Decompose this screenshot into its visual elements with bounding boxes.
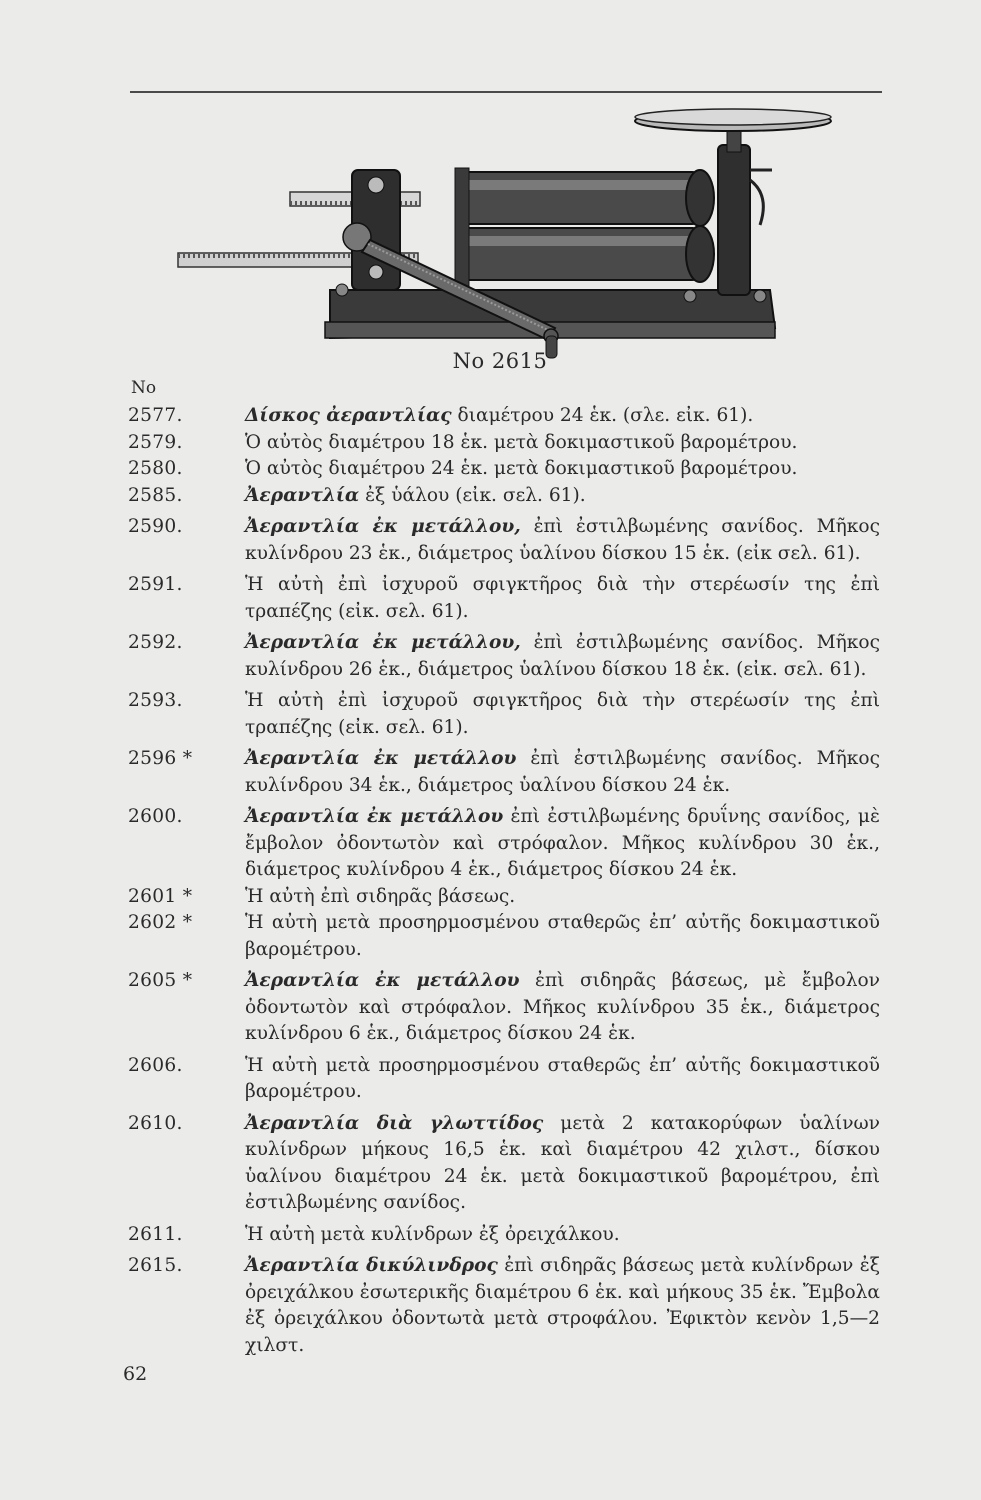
entry-title: Ἀεραντλία ἐκ μετάλλου	[245, 748, 517, 769]
entry-number: 2611.	[128, 1223, 183, 1245]
entry-title: Ἀεραντλία διὰ γλωττίδος	[245, 1112, 544, 1134]
catalog-entry	[128, 1222, 880, 1249]
entry-description: ἐπὶ ἐστιλβωμένης σανίδος. Μῆκος κυλίνδρου 34 ἑκ., διάμετρος ὑαλίνου δίσκου 24 ἑκ.	[245, 748, 880, 796]
catalog-entry	[128, 483, 880, 510]
entry-number: 2580.	[128, 458, 183, 479]
entry-description: ἐπὶ ἐστιλβωμένης σανίδος. Μῆκος κυλίνδρου 26 ἑκ., διάμετρος ὑαλίνου δίσκου 18 ἑκ. (εἰκ. σελ. 61).	[245, 632, 880, 680]
top-rule	[130, 91, 882, 93]
entry-number: 2592.	[128, 632, 183, 653]
entry-text	[245, 884, 880, 911]
catalog-entry	[128, 688, 880, 741]
entry-description: Ἡ αὐτὴ μετὰ κυλίνδρων ἐξ ὀρειχάλκου.	[245, 1223, 620, 1245]
catalog-entry	[128, 456, 880, 483]
entry-number: 2593.	[128, 690, 183, 711]
entry-text	[245, 1053, 880, 1106]
page-number: 62	[123, 1363, 148, 1385]
entry-number: 2596 *	[128, 748, 193, 769]
entry-text	[245, 688, 880, 741]
entry-description: Ἡ αὐτὴ ἐπὶ ἰσχυροῦ σφιγκτῆρος διὰ τὴν στερέωσίν της ἐπὶ τραπέζης (εἰκ. σελ. 61).	[245, 574, 880, 622]
entry-description: διαμέτρου 24 ἑκ. (σλε. εἰκ. 61).	[451, 405, 754, 426]
entry-title: Ἀεραντλία ἐκ μετάλλου,	[245, 632, 521, 653]
entry-number: 2610.	[128, 1112, 183, 1134]
entry-text	[245, 403, 880, 430]
entry-text	[245, 1253, 880, 1359]
number-column-header: No	[131, 378, 157, 398]
entry-text	[245, 630, 880, 683]
entry-number: 2579.	[128, 431, 183, 453]
entry-description: ἐπὶ σιδηρᾶς βάσεως, μὲ ἔμβολον ὀδοντωτὸν καὶ στρόφαλον. Μῆκος κυλίνδρου 35 ἑκ., διάμετρος κυλίνδρου 6 ἑκ., διάμετρος δίσκου 24 ἑκ.	[245, 970, 880, 1044]
entry-number: 2605 *	[128, 970, 193, 991]
entry-description: ἐπὶ σιδηρᾶς βάσεως μετὰ κυλίνδρων ἐξ ὀρειχάλκου ἐσωτερικῆς διαμέτρου 6 ἑκ. καὶ μήκους 35 ἑκ. Ἔμβολα ἐξ ὀρειχάλκου ὀδοντωτὰ μετὰ στροφάλου. Ἐφικτὸν κενὸν 1,5—2 χιλστ.	[245, 1255, 880, 1356]
entry-number: 2601 *	[128, 885, 193, 907]
entry-description: Ὁ αὐτὸς διαμέτρου 24 ἑκ. μετὰ δοκιμαστικοῦ βαρομέτρου.	[245, 458, 798, 479]
entry-description: Ἡ αὐτὴ ἐπὶ ἰσχυροῦ σφιγκτῆρος διὰ τὴν στερέωσίν της ἐπὶ τραπέζης (εἰκ. σελ. 61).	[245, 690, 880, 738]
entry-number: 2577.	[128, 405, 183, 426]
catalog-entry	[128, 884, 880, 911]
entry-number: 2606.	[128, 1054, 183, 1076]
entry-text	[245, 746, 880, 799]
entry-number: 2615.	[128, 1255, 183, 1276]
entry-text	[245, 968, 880, 1048]
double-cylinder-air-pump-engraving	[170, 100, 870, 360]
entry-text	[245, 514, 880, 567]
entry-text	[245, 483, 880, 510]
entry-description: ἐπὶ ἐστιλβωμένης σανίδος. Μῆκος κυλίνδρου 23 ἑκ., διάμετρος ὑαλίνου δίσκου 15 ἑκ. (εἰκ σελ. 61).	[245, 516, 880, 564]
catalog-entry	[128, 572, 880, 625]
entry-description: Ἡ αὐτὴ μετὰ προσηρμοσμένου σταθερῶς ἐπ’ αὐτῆς δοκιμαστικοῦ βαρομέτρου.	[245, 1054, 880, 1102]
catalog-entry	[128, 910, 880, 963]
catalog-entry	[128, 630, 880, 683]
catalog-entry	[128, 804, 880, 884]
entry-number: 2590.	[128, 516, 183, 537]
catalog-entry	[128, 1111, 880, 1217]
entry-number: 2600.	[128, 806, 183, 827]
entry-title: Δίσκος ἀεραντλίας	[245, 405, 452, 426]
catalog-entry	[128, 746, 880, 799]
entry-number: 2585.	[128, 484, 183, 506]
entry-text	[245, 804, 880, 884]
entry-text	[245, 456, 880, 483]
entry-title: Ἀεραντλία	[245, 484, 360, 506]
entry-text	[245, 572, 880, 625]
entry-text	[245, 1222, 880, 1249]
catalog-entry	[128, 1053, 880, 1106]
figure-caption: No 2615	[452, 349, 548, 373]
entry-description: Ἡ αὐτὴ ἐπὶ σιδηρᾶς βάσεως.	[245, 885, 516, 907]
entry-description: ἐξ ὑάλου (εἰκ. σελ. 61).	[359, 484, 586, 506]
catalog-entries	[128, 403, 880, 1359]
catalog-entry	[128, 514, 880, 567]
entry-description: ἐπὶ ἐστιλβωμένης δρυΐνης σανίδος, μὲ ἔμβολον ὀδοντωτὸν καὶ στρόφαλον. Μῆκος κυλίνδρου 30 ἑκ., διάμετρος κυλίνδρου 4 ἑκ., διάμετρος δίσκου 24 ἑκ.	[245, 806, 880, 880]
entry-title: Ἀεραντλία ἐκ μετάλλου	[245, 970, 520, 991]
entry-title: Ἀεραντλία δικύλινδρος	[245, 1255, 498, 1276]
entry-description: Ἡ αὐτὴ μετὰ προσηρμοσμένου σταθερῶς ἐπ’ αὐτῆς δοκιμαστικοῦ βαρομέτρου.	[245, 912, 880, 960]
catalog-entry	[128, 430, 880, 457]
entry-text	[245, 1111, 880, 1217]
entry-text	[245, 910, 880, 963]
entry-title: Ἀεραντλία ἐκ μετάλλου	[245, 806, 504, 827]
entry-number: 2591.	[128, 574, 183, 595]
entry-description: μετὰ 2 κατακορύφων ὑαλίνων κυλίνδρων μήκους 16,5 ἑκ. καὶ διαμέτρου 42 χιλστ., δίσκου ὑαλίνου διαμέτρου 24 ἑκ. μετὰ δοκιμαστικοῦ βαρομέτρου, ἐπὶ ἐστιλβωμένης σανίδος.	[245, 1112, 880, 1213]
catalog-entry	[128, 1253, 880, 1359]
entry-number: 2602 *	[128, 912, 193, 933]
entry-text	[245, 430, 880, 457]
catalog-entry	[128, 403, 880, 430]
entry-description: Ὁ αὐτὸς διαμέτρου 18 ἑκ. μετὰ δοκιμαστικοῦ βαρομέτρου.	[245, 431, 798, 453]
catalog-entry	[128, 968, 880, 1048]
entry-title: Ἀεραντλία ἐκ μετάλλου,	[245, 516, 521, 537]
